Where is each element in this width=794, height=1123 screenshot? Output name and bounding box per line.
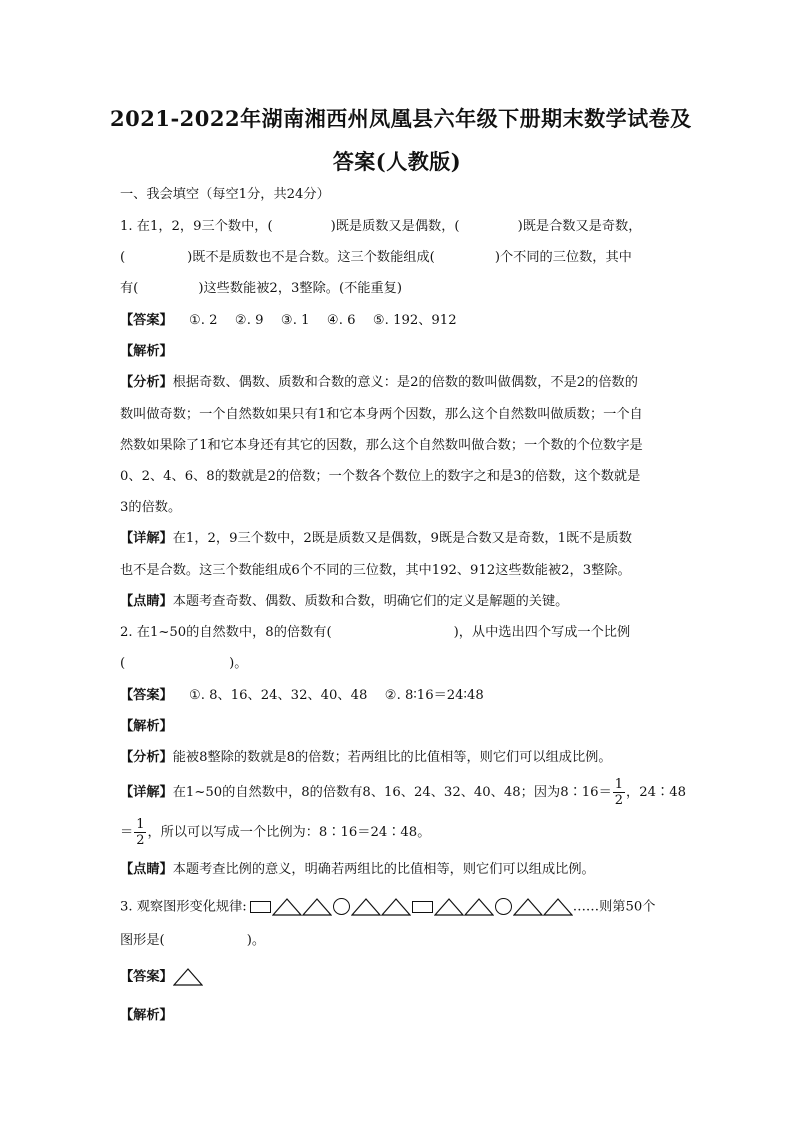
triangle-icon	[381, 898, 411, 916]
section-heading: 一、我会填空（每空1分，共24分）	[120, 187, 330, 202]
fraction-one-half	[134, 817, 146, 848]
xiangjie-text: 在1~50的自然数中，8的倍数有8、16、24、32、40、48；因为8∶16＝	[172, 785, 612, 800]
circle-icon	[333, 898, 350, 915]
fraction-denominator: 2	[136, 833, 145, 848]
triangle-icon	[272, 898, 302, 916]
triangle-icon	[351, 898, 381, 916]
rect-icon	[412, 901, 433, 913]
q1-text: (	[120, 250, 126, 265]
fenxi-text: 能被8整除的数就是8的倍数；若两组比的比值相等，则它们可以组成比例。	[172, 750, 612, 765]
fraction-numerator: 1	[614, 777, 624, 792]
xiangjie-text: ，所以可以写成一个比例为：8∶16＝24∶48。	[147, 825, 431, 840]
triangle-icon	[173, 968, 203, 986]
q1-fenxi-5: 3的倍数。	[120, 500, 182, 515]
xiangjie-tag: 【详解】	[120, 785, 173, 800]
q3-line-2	[120, 931, 265, 951]
q3-line-1	[120, 897, 655, 918]
q1-text: )既不是质数也不是合数。这三个数能组成(	[187, 250, 435, 265]
q2-text: 2. 在1~50的自然数中，8的倍数有(	[120, 625, 332, 640]
xiangjie-text: ，24∶48	[626, 785, 686, 800]
answer-tag: 【答案】	[120, 969, 173, 985]
fenxi-tag: 【分析】	[120, 750, 173, 765]
q1-fenxi-4: 0、2、4、6、8的数就是2的倍数；一个数各个数位上的数字之和是3的倍数，这个数就是	[120, 469, 641, 484]
dianjing-tag: 【点睛】	[120, 594, 173, 609]
q2-fenxi	[120, 748, 612, 768]
answer-text: ①. 8、16、24、32、40、48 ②. 8∶16＝24∶48	[188, 688, 484, 703]
triangle-icon	[434, 898, 464, 916]
xiangjie-text: ＝	[120, 825, 134, 840]
q2-xiangjie-2	[120, 814, 430, 852]
document-title-line1: 2021-2022年湖南湘西州凤凰县六年级下册期末数学试卷及	[110, 106, 692, 131]
fenxi-text: 根据奇数、偶数、质数和合数的意义：是2的倍数的数叫做偶数，不是2的倍数的	[172, 375, 638, 390]
q1-text: )既是合数又是奇数，	[517, 219, 642, 234]
q1-jiexi: 【解析】	[120, 344, 173, 359]
dianjing-text: 本题考查比例的意义，明确若两组比的比值相等，则它们可以组成比例。	[172, 862, 595, 877]
triangle-icon	[543, 898, 573, 916]
answer-shape	[173, 967, 203, 987]
q2-xiangjie-1	[120, 774, 686, 812]
triangle-icon	[464, 898, 494, 916]
q3-jiexi: 【解析】	[120, 1008, 173, 1023]
q1-fenxi-1	[120, 373, 638, 393]
q2-line-1	[120, 623, 630, 643]
q1-xiangjie-1	[120, 529, 632, 549]
q1-text: )这些数能被2，3整除。(不能重复)	[198, 281, 402, 296]
q2-text: (	[120, 656, 126, 671]
xiangjie-text: 在1，2，9三个数中，2既是质数又是偶数，9既是合数又是奇数，1既不是质数	[172, 531, 632, 546]
q1-answer	[120, 311, 457, 331]
q1-text: )个不同的三位数，其中	[494, 250, 632, 265]
q1-dianjing	[120, 592, 568, 612]
q3-text: 图形是(	[120, 933, 165, 948]
q1-line-1	[120, 217, 641, 237]
document-title-line2: 答案(人教版)	[332, 149, 462, 174]
rect-icon	[250, 901, 271, 913]
answer-tag: 【答案】	[120, 688, 173, 703]
q2-answer	[120, 686, 484, 706]
q2-jiexi: 【解析】	[120, 719, 173, 734]
q3-answer	[120, 967, 203, 988]
answer-tag: 【答案】	[120, 313, 173, 328]
q2-text: )。	[229, 656, 248, 671]
triangle-icon	[513, 898, 543, 916]
fenxi-tag: 【分析】	[120, 375, 173, 390]
fraction-one-half	[613, 777, 625, 808]
shape-sequence	[249, 897, 573, 917]
q1-fenxi-2: 数叫做奇数；一个自然数如果只有1和它本身两个因数，那么这个自然数叫做质数；一个自	[120, 407, 643, 422]
q1-text: 有(	[120, 281, 139, 296]
answer-text: ①. 2 ②. 9 ③. 1 ④. 6 ⑤. 192、912	[188, 313, 457, 328]
q1-line-3	[120, 279, 402, 299]
q1-text: )既是质数又是偶数，(	[330, 219, 460, 234]
dianjing-tag: 【点睛】	[120, 862, 173, 877]
dianjing-text: 本题考查奇数、偶数、质数和合数，明确它们的定义是解题的关键。	[172, 594, 569, 609]
triangle-icon	[302, 898, 332, 916]
q3-text: ……则第50个	[572, 899, 656, 915]
q1-line-2	[120, 248, 632, 268]
q2-dianjing	[120, 860, 595, 880]
q1-xiangjie-2: 也不是合数。这三个数能组成6个不同的三位数，其中192、912这些数能被2，3整除。	[120, 563, 631, 578]
q3-text: 3. 观察图形变化规律:	[120, 899, 247, 915]
q2-line-2	[120, 654, 248, 674]
q2-text: )，从中选出四个写成一个比例	[453, 625, 631, 640]
q1-fenxi-3: 然数如果除了1和它本身还有其它的因数，那么这个自然数叫做合数；一个数的个位数字是	[120, 438, 643, 453]
fraction-numerator: 1	[136, 817, 145, 832]
fraction-denominator: 2	[614, 793, 624, 808]
q3-text: )。	[246, 933, 266, 948]
xiangjie-tag: 【详解】	[120, 531, 173, 546]
q1-text: 1. 在1，2，9三个数中，(	[120, 219, 273, 234]
circle-icon	[495, 898, 512, 915]
